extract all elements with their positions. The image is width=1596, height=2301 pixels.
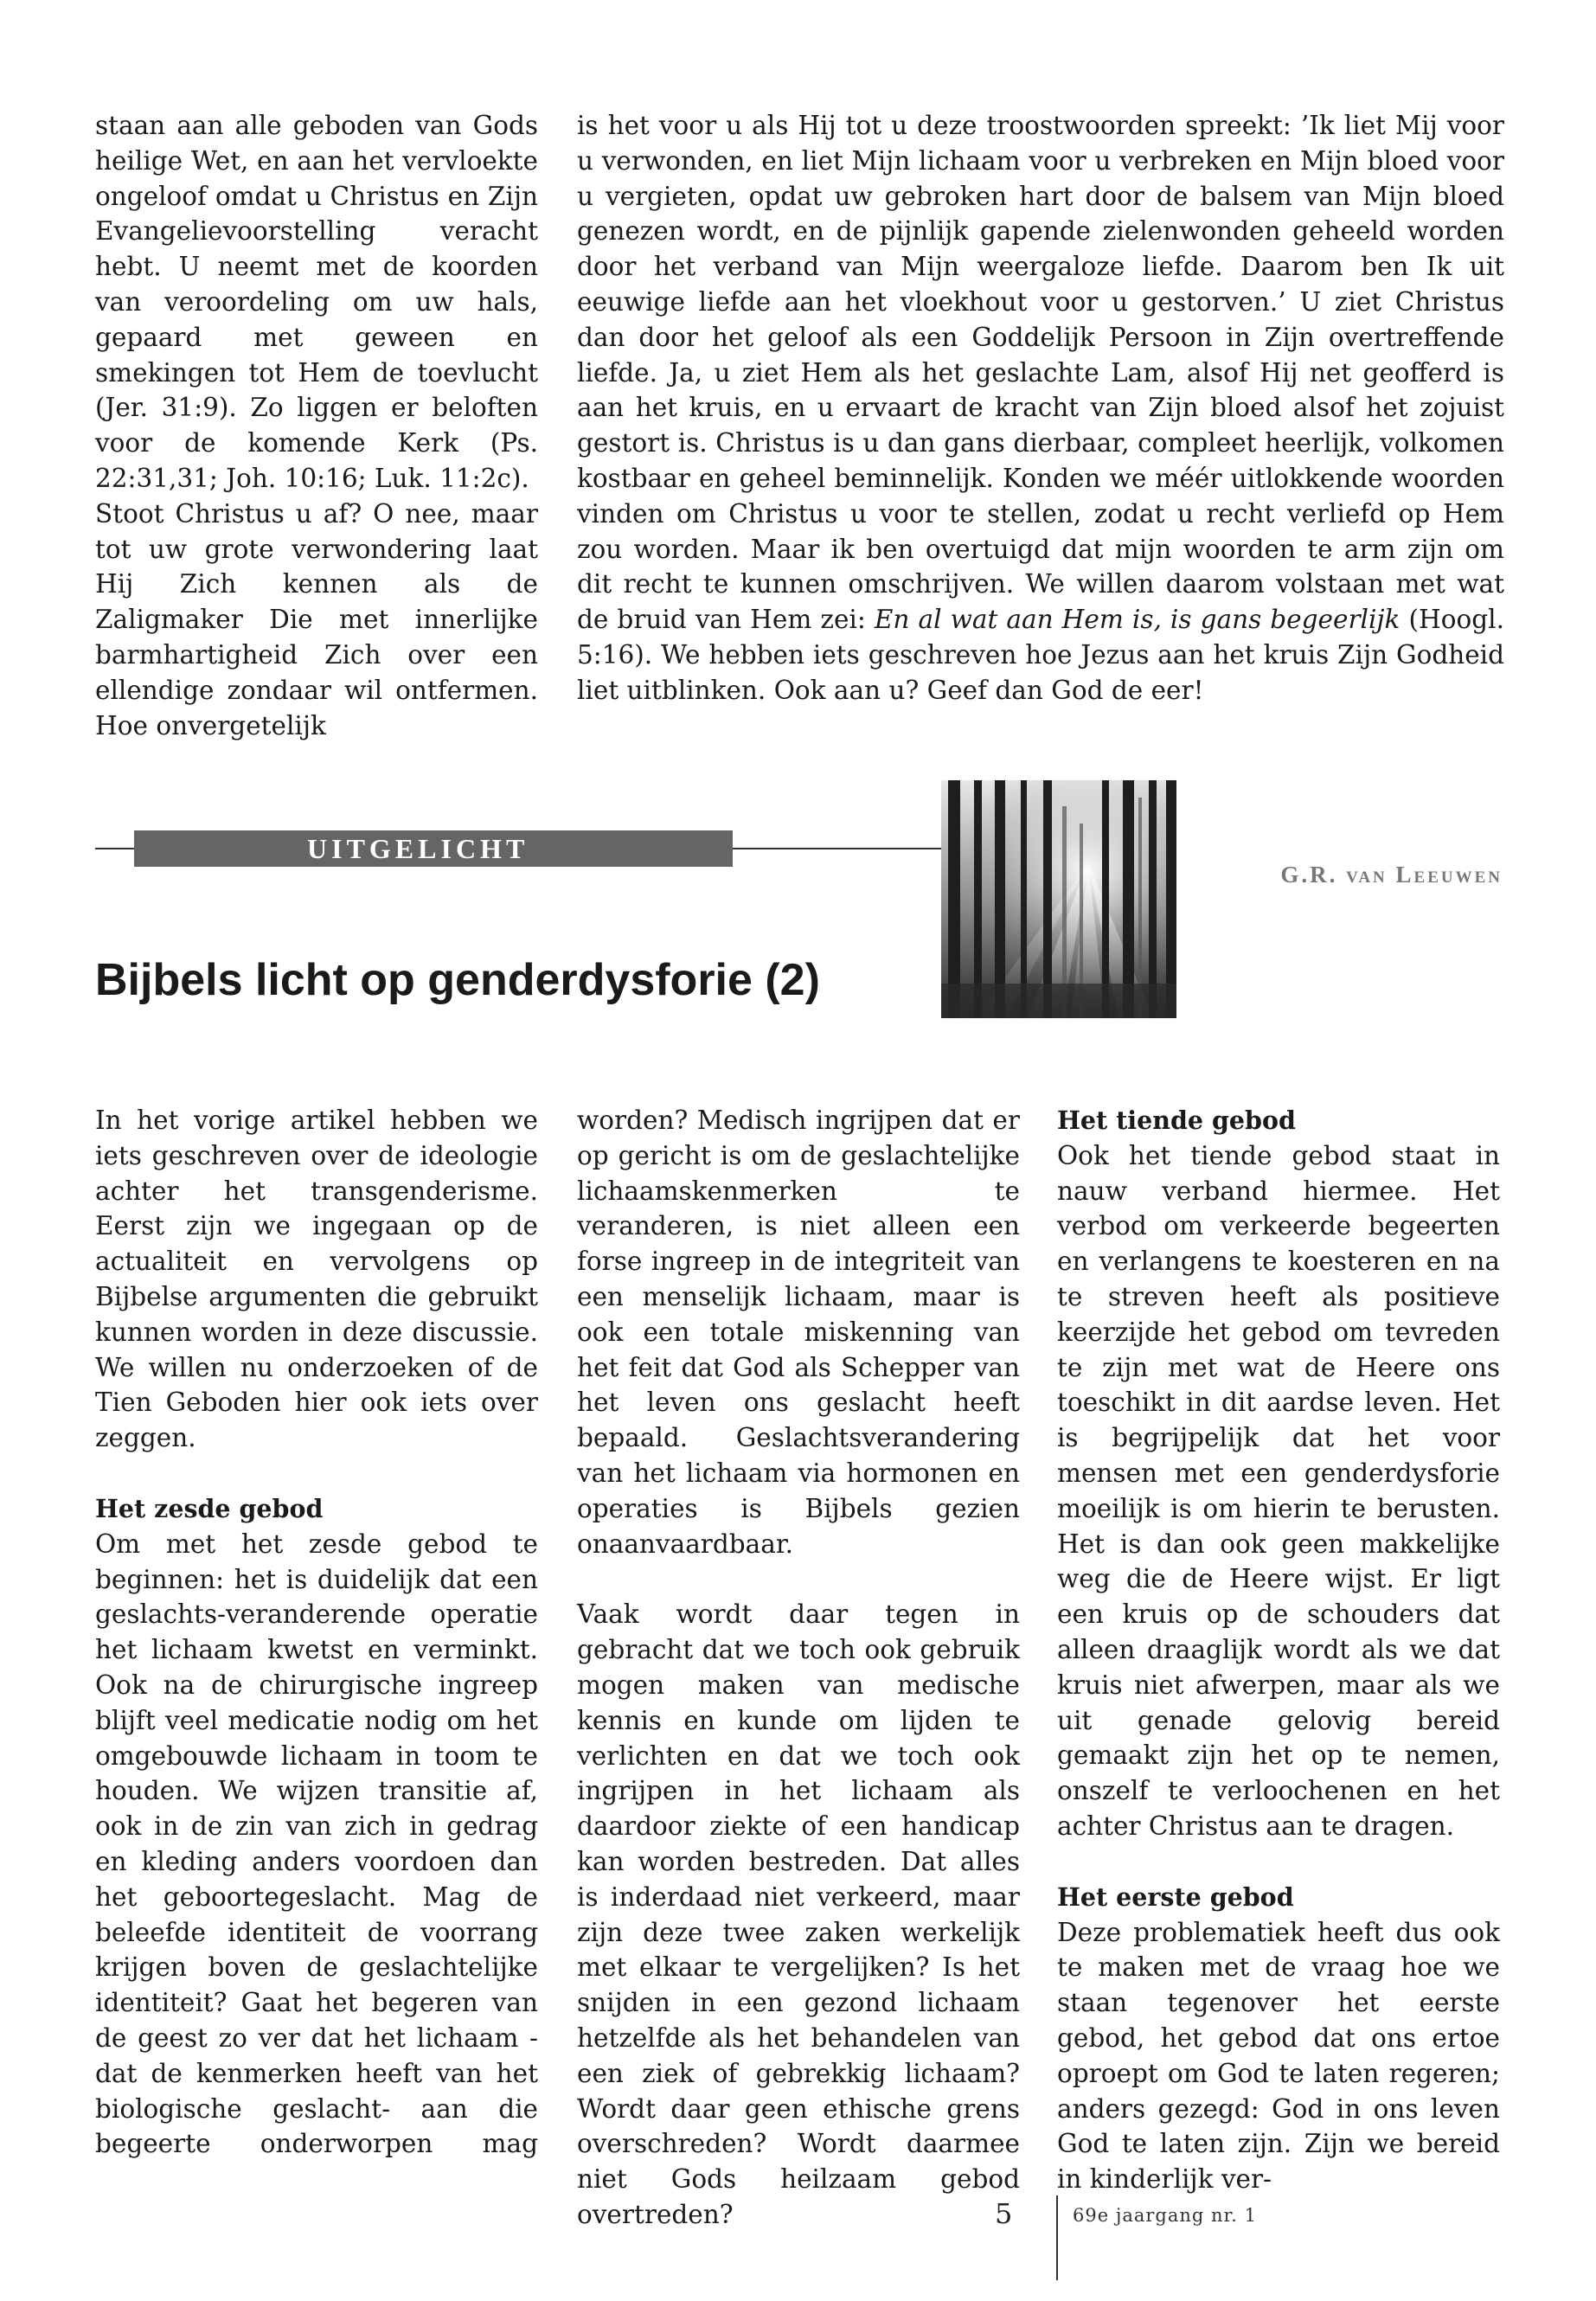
intro-paragraph: In het vorige artikel hebben we iets geschreven over de ideologie achter het transgenderisme. Eerst zijn we ingegaan op de actualiteit en vervolgens op Bijbelse argumenten die gebruikt kunnen worden in deze discussie. We willen nu onderzoeken of de Tien Geboden hier ook iets over zeggen. [95, 1106, 538, 1453]
sixth-commandment-continued: worden? Medisch ingrijpen dat er op gericht is om de geslachtelijke lichaamskenmerken te veranderen, is niet alleen een forse ingreep in de integriteit van een menselijk lichaam, maar is ook een totale miskenning van het feit dat God als Schepper van het leven ons geslacht heeft bepaald. Geslachtsverandering van het lichaam via hormonen en operaties is Bijbels gezien onaanvaardbaar. [577, 1106, 1020, 1559]
top-right-text-after: (Hoogl. 5:16). We hebben iets geschreven hoe Jezus aan het kruis Zijn Godheid liet uitblinken. Ook aan u? Geef dan God de eer! [577, 605, 1504, 705]
heading-first-commandment: Het eerste gebod [1057, 1881, 1294, 1912]
objection-paragraph: Vaak wordt daar tegen in gebracht dat we toch ook gebruik mogen maken van medische kennis en kunde om lijden te verlichten en dat we toch ook ingrijpen in het lichaam als daardoor ziekte of een handicap kan worden bestreden. Dat alles is inderdaad niet verkeerd, maar zijn deze twee zaken werkelijk met elkaar te vergelijken? Is het snijden in een gezond lichaam hetzelfde als het behandelen van een ziek of gebrekkig lichaam? Wordt daar geen ethische grens overschreden? Wordt daarmee niet Gods heilzaam gebod overtreden? [577, 1599, 1020, 2229]
tenth-commandment-paragraph: Ook het tiende gebod staat in nauw verband hiermee. Het verbod om verkeerde begeerten en verlangens te koesteren en na te streven heeft als positieve keerzijde het gebod om tevreden te zijn met wat de Heere ons toeschikt in dit aardse leven. Het is begrijpelijk dat het voor mensen met een genderdysforie moeilijk is om hierin te berusten. Het is dan ook geen makkelijke weg die de Heere wijst. Er ligt een kruis op de schouders dat alleen draaglijk wordt als we dat kruis niet afwerpen, maar als we uit genade gelovig bereid gemaakt zijn het op te nemen, onszelf te verloochenen en het achter Christus aan te dragen. [1057, 1140, 1500, 1841]
heading-tenth-commandment: Het tiende gebod [1057, 1106, 1296, 1135]
issue-label: 69e jaargang nr. 1 [1073, 2205, 1257, 2226]
top-right-column [577, 108, 1504, 708]
top-right-paragraph [577, 108, 1504, 708]
author-byline: G.R. van Leeuwen [1172, 862, 1503, 888]
page-number: 5 [995, 2197, 1013, 2230]
forest-sunlight-photo [941, 780, 1176, 1018]
top-right-text-before: is het voor u als Hij tot u deze troostwoorden spreekt: ’Ik liet Mij voor u verwonden, en liet Mijn lichaam voor u verbreken en Mijn bloed voor u vergieten, opdat uw gebroken hart door de balsem van Mijn bloed genezen wordt, en de pijnlijk gapende zielenwonden geheeld worden door het verband van Mijn weergaloze liefde. Daarom ben Ik uit eeuwige liefde aan het vloekhout voor u gestorven.’ U ziet Christus dan door het geloof als een Goddelijk Persoon in Zijn overtreffende liefde. Ja, u ziet Hem als het geslachte Lam, alsof Hij net geofferd is aan het kruis, en u ervaart de kracht van Zijn bloed alsof het zojuist gestort is. Christus is u dan gans dierbaar, compleet heerlijk, volkomen kostbaar en geheel beminnelijk. Konden we méér uitlokkende woorden vinden om Christus u voor te stellen, zodat u recht verliefd op Hem zou worden. Maar ik ben overtuigd dat mijn woorden te arm zijn om dit recht te kunnen omschrijven. We willen daarom volstaan met wat de bruid van Hem zei: [577, 111, 1504, 635]
article-column-1 [95, 1103, 538, 2162]
article-column-2 [577, 1103, 1020, 2233]
byline-rule-gap [1172, 844, 1506, 853]
footer-rule [1056, 2195, 1058, 2280]
article-title: Bijbels licht op genderdysforie (2) [95, 955, 820, 1005]
sixth-commandment-paragraph: Om met het zesde gebod te beginnen: het is duidelijk dat een geslachts-veranderende operatie het lichaam kwetst en verminkt. Ook na de chirurgische ingreep blijft veel medicatie nodig om het omgebouwde lichaam in toom te houden. We wijzen transitie af, ook in de zin van zich in gedrag en kleding anders voordoen dan het geboortegeslacht. Mag de beleefde identiteit de voorrang krijgen boven de geslachtelijke identiteit? Gaat het begeren van de geest zo ver dat het lichaam -dat de kenmerken heeft van het biologische geslacht- aan die begeerte onderworpen mag [95, 1529, 538, 2159]
top-left-paragraph-2: Stoot Christus u af? O nee, maar tot uw grote verwondering laat Hij Zich kennen als de Zaligmaker Die met innerlijke barmhartigheid Zich over een ellendige zondaar wil ontfermen. Hoe onvergetelijk [95, 498, 538, 740]
heading-sixth-commandment: Het zesde gebod [95, 1493, 324, 1523]
section-label: UITGELICHT [134, 830, 733, 867]
top-left-paragraph-1: staan aan alle geboden van Gods heilige Wet, en aan het vervloekte ongeloof omdat u Christus en Zijn Evangelievoorstelling veracht hebt. U neemt met de koorden van veroordeling om uw hals, gepaard met geween en smekingen tot Hem de toevlucht (Jer. 31:9). Zo liggen er beloften voor de komende Kerk (Ps. 22:31,31; Joh. 10:16; Luk. 11:2c). [95, 111, 538, 493]
song-quote: En al wat aan Hem is, is gans begeerlijk [874, 605, 1401, 635]
article-column-3 [1057, 1103, 1500, 2197]
first-commandment-paragraph: Deze problematiek heeft dus ook te maken met de vraag hoe we staan tegenover het eerste gebod, het gebod dat ons ertoe oproept om God te laten regeren; anders gezegd: God in ons leven God te laten zijn. Zijn we bereid in kinderlijk ver- [1057, 1917, 1500, 2195]
top-left-column [95, 108, 538, 743]
